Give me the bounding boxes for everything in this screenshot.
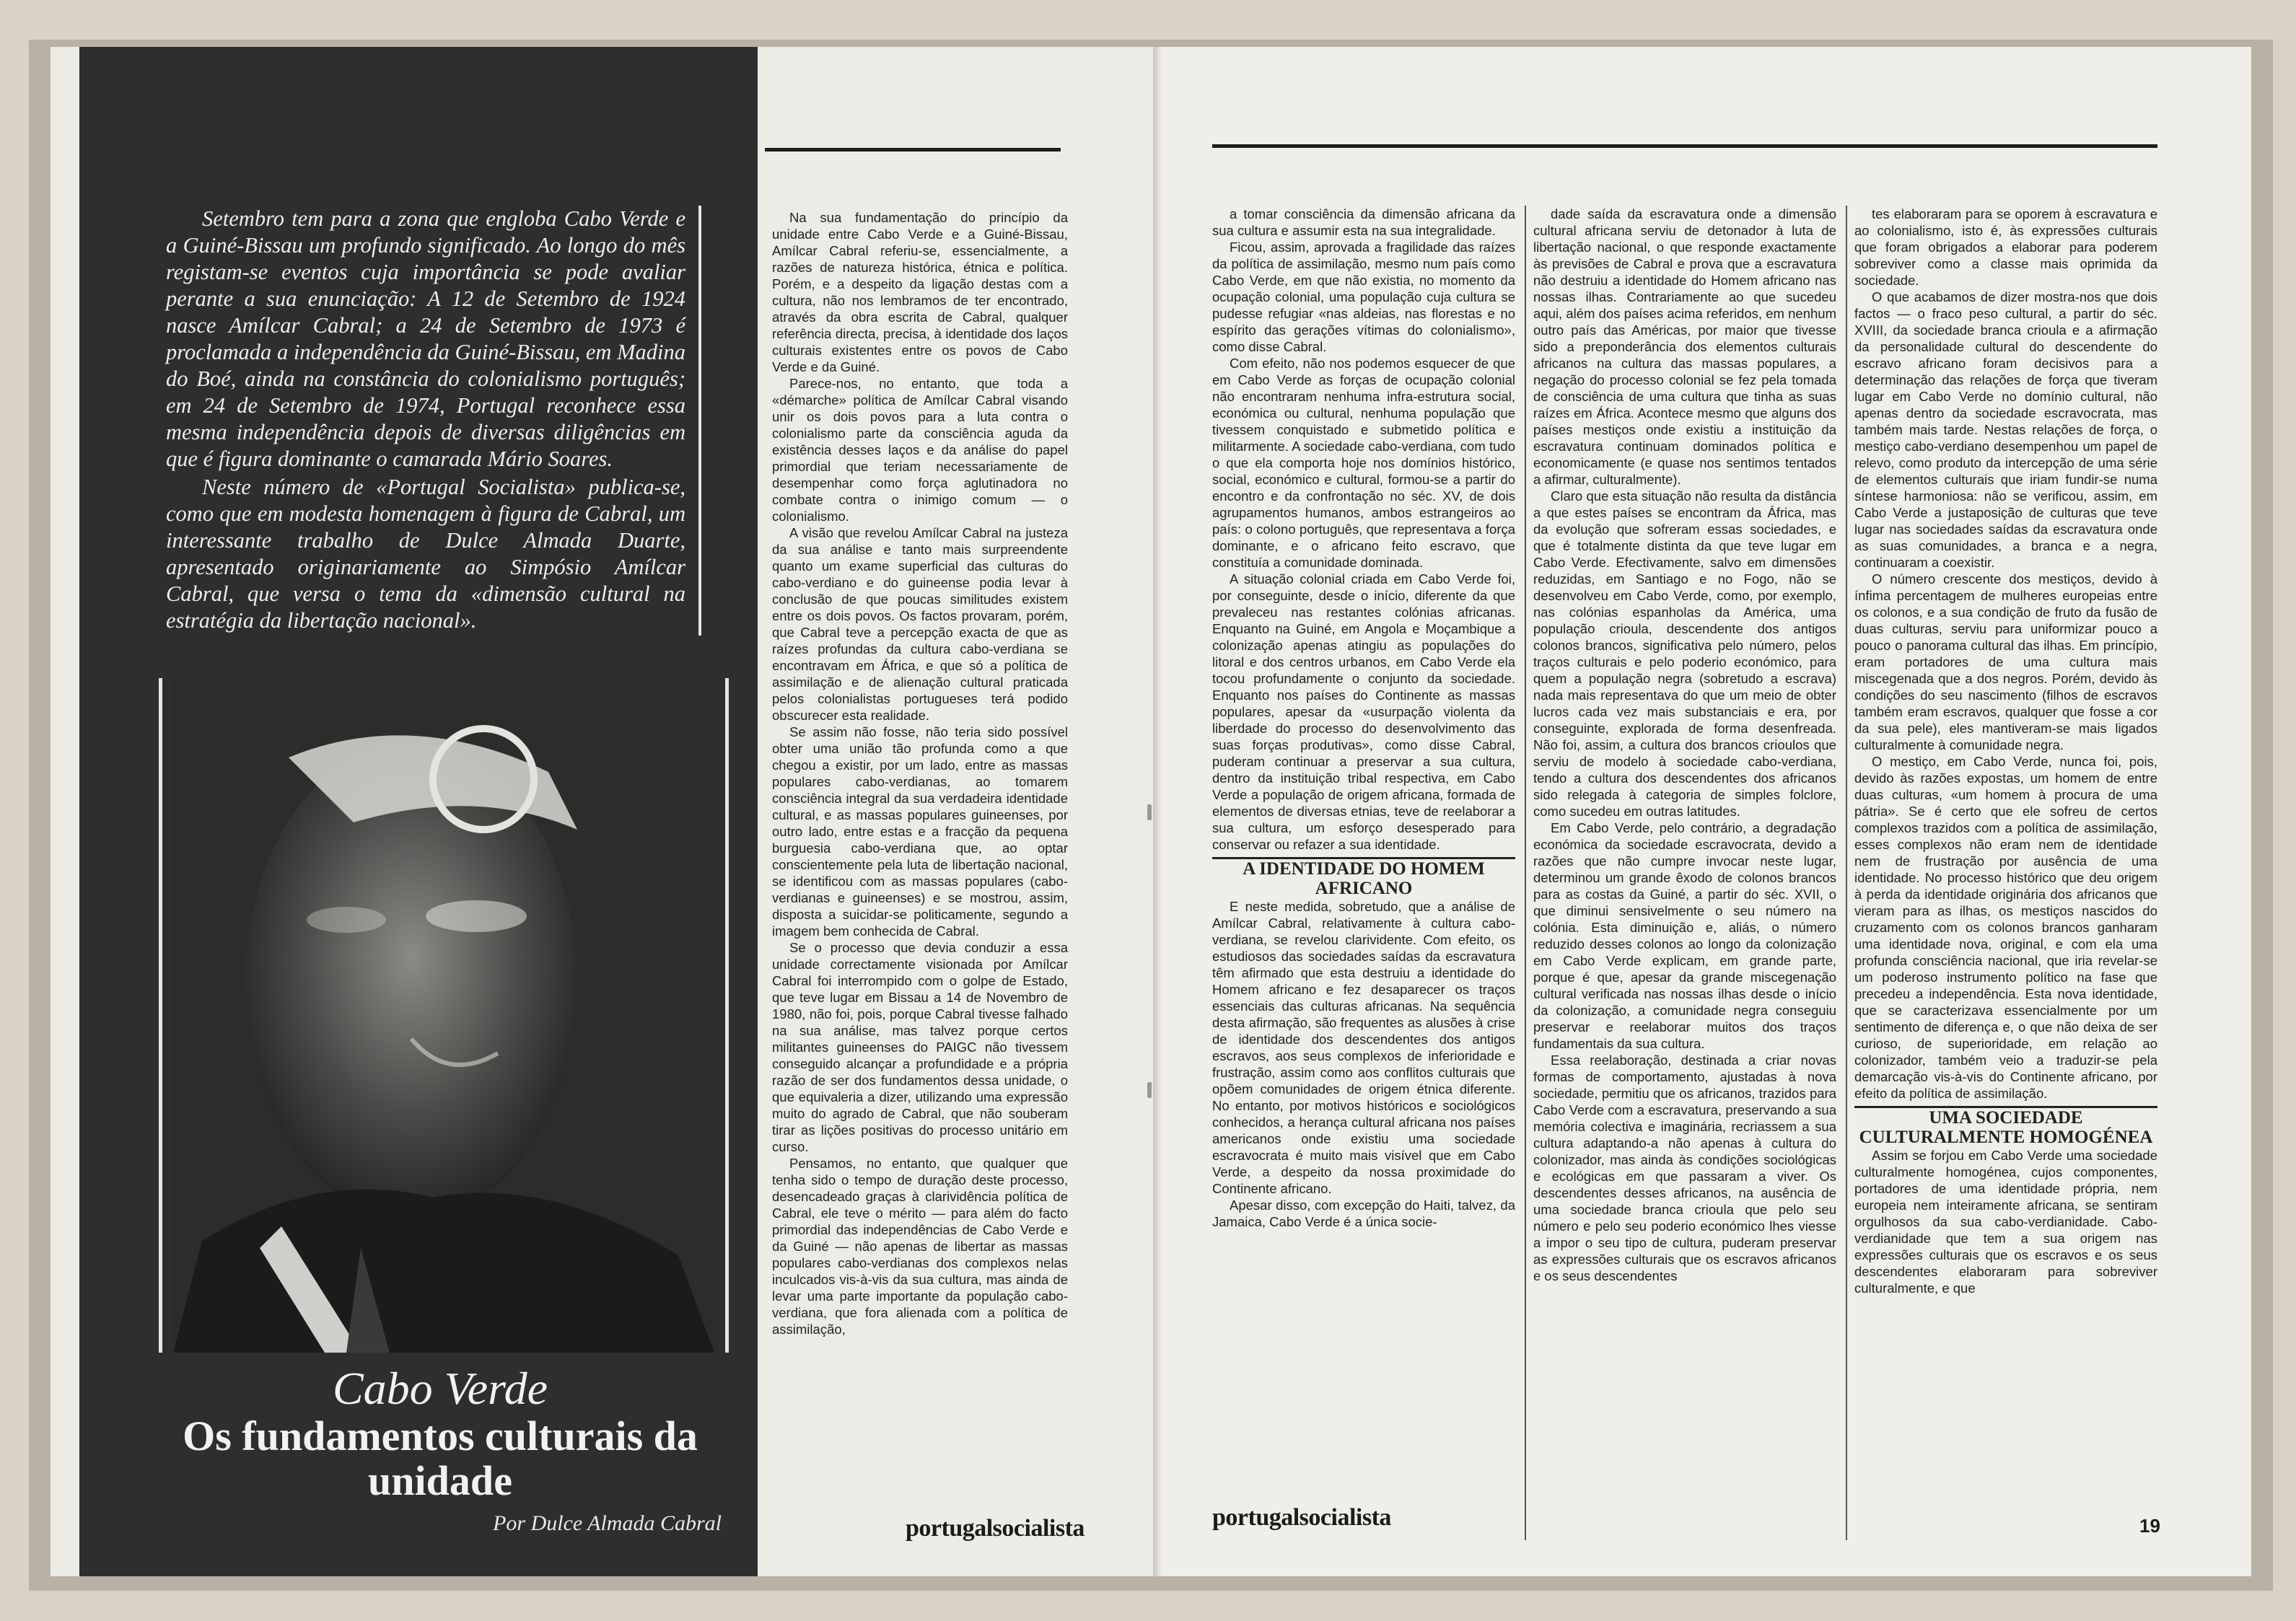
headline-title: Os fundamentos culturais da unidade: [183, 1413, 698, 1504]
portrait-photo: [173, 678, 714, 1353]
paragraph: Apesar disso, com excepção do Haiti, talvez, da Jamaica, Cabo Verde é a única socie-: [1212, 1198, 1515, 1229]
paragraph: Com efeito, não nos podemos esquecer de que em Cabo Verde as forças de ocupação colonial não encontraram nenhuma infra-estrutura social, económica ou cultural, nenhuma população que tivessem conquistado e submetido política e militarmente. A sociedade cabo-verdiana, com tudo o que ela comporta hoje nos domínios histórico, social, económico e cultural, formou-se a partir do encontro e da confrontação no séc. XV, de dois agrupamentos humanos, ambos estrangeiros ao país: o colono português, que representava a força dominante, e o africano feito escravo, que constituía a comunidade dominada.: [1212, 356, 1515, 570]
paragraph: O mestiço, em Cabo Verde, nunca foi, pois, devido às razões expostas, um homem de entre duas culturas, «um homem à procura de uma pátria». Se é certo que ele sofreu de certos complexos trazidos com a política de assimilação, esses complexos não eram nem de identidade nem de frustração por ausência de uma identidade. No processo histórico que deu origem à perda da identidade originária dos africanos que vieram para as ilhas, os mestiços nascidos do cruzamento com os colonos brancos ganharam uma identidade nova, original, e com ela uma profunda consciência nacional, que iria revelar-se um poderoso instrumento político na fase que precedeu a independência. Esta nova identidade, que se caracterizava essencialmente por um sentimento de diferença e, o que não deixa de ser curioso, de superioridade, em relação ao colonizador, também veio a traduzir-se pela demarcação vis-à-vis do Continente africano, por efeito da política de assimilação.: [1854, 754, 2157, 1101]
headline-kicker: Cabo Verde: [332, 1363, 548, 1414]
column-divider: [1525, 206, 1526, 1540]
subhead: A IDENTIDADE DO HOMEM AFRICANO: [1243, 859, 1485, 898]
paragraph: Na sua fundamentação do princípio da unidade entre Cabo Verde e a Guiné-Bissau, Amílcar Cabral referiu-se, essencialmente, a razões de natureza histórica, étnica e política. Porém, e a despeito da ligação destas com a cultura, não nos lembramos de ter encontrado, através da obra escrita de Cabral, qualquer referência directa, precisa, à identidade dos laços culturais existentes entre os povos de Cabo Verde e da Guiné.: [772, 210, 1068, 374]
paragraph: E neste medida, sobretudo, que a análise de Amílcar Cabral, relativamente à cultura cabo-verdiana, se revelou clarividente. Com efeito, os estudiosos das sociedades saídas da escravatura têm afirmado que esta destruiu a identidade do Homem africano e fez desaparecer os traços essenciais das culturas africanas. Na sequência desta afirmação, são frequentes as alusões à crise de identidade dos descendentes dos antigos escravos, aos seus complexos de inferioridade e frustração, assim como aos conflitos culturais que opõem comunidades de origem étnica diferente. No entanto, por motivos históricos e sociológicos conhecidos, a herança cultural africana nos países americanos onde existiu uma sociedade escravocrata é muito mais visível que em Cabo Verde, a despeito da nossa proximidade do Continente africano.: [1212, 899, 1515, 1196]
magazine-logo: portugalsocialista: [1212, 1504, 1391, 1531]
paragraph: O número crescente dos mestiços, devido à ínfima percentagem de mulheres europeias entre os colonos, e a sua condição de fruto da fusão de duas culturas, serviu para uniformizar pouco a pouco o panorama cultural das ilhas. Em princípio, eram portadores de uma cultura mais miscegenada que a dos negros. Porém, devido às condições do seu nascimento (filhos de escravos também eram escravos, qualquer que fosse a cor da sua pele), eles mantiveram-se mais ligados culturalmente à comunidade negra.: [1854, 571, 2157, 752]
article-column-3: [1533, 206, 1836, 1284]
paragraph: Em Cabo Verde, pelo contrário, a degradação económica da sociedade escravocrata, devido a razões que não cumpre invocar neste lugar, determinou um grande êxodo de colonos brancos para as costas da Guiné, a partir do séc. XVII, o que diminui sensivelmente o seu número na colónia. Esta diminuição e, aliás, o número reduzido desses colonos ao longo da colonização em Cabo Verde explicam, em grande parte, porque é que, apesar da grande miscegenação cultural verificada nas nossas ilhas desde o início da colonização, a comunidade negra conseguiu preservar e reelaborar muitos dos traços fundamentais da sua cultura.: [1533, 820, 1836, 1051]
paragraph: a tomar consciência da dimensão africana da sua cultura e assumir esta na sua integralidade.: [1212, 206, 1515, 238]
article-column-1: [772, 209, 1068, 1337]
paragraph: Essa reelaboração, destinada a criar novas formas de comportamento, ajustadas à nova sociedade, permitiu que os africanos, trazidos para Cabo Verde com a escravatura, preservando a sua memória colectiva e imaginária, recriassem a sua cultura adaptando-a não apenas à cultura do colonizador, mas ainda às condições sociológicas e ecológicas em que passaram a viver. Os descendentes desses africanos, na ausência de uma sociedade branca crioula que pelo seu número e pelo seu poderio económico lhes viesse a impor o seu tipo de cultura, puderam preservar as expressões culturais que os escravos africanos e os seus descendentes: [1533, 1053, 1836, 1283]
right-page: [1162, 47, 2251, 1576]
portrait-frame: [159, 678, 729, 1353]
intro-text: [166, 206, 701, 636]
staple: [1147, 804, 1152, 820]
left-page: [51, 47, 1162, 1576]
intro-panel: [79, 47, 758, 1576]
paragraph: Se o processo que devia conduzir a essa unidade correctamente visionada por Amílcar Cabral foi interrompido com o golpe de Estado, que teve lugar em Bissau a 14 de Novembro de 1980, não foi, pois, porque Cabral tivesse falhado na sua análise, mas talvez porque certos militantes guineenses do PAIGC não tivessem conseguido alcançar a profundidade e a própria razão de ser dos fundamentos dessa unidade, o que equivaleria a dizer, utilizando uma expressão muito do agrado de Cabral, que não souberam tirar as lições positivas do processo unitário em curso.: [772, 940, 1068, 1154]
paragraph: A situação colonial criada em Cabo Verde foi, por conseguinte, desde o início, diferente da que prevaleceu nas restantes colónias africanas. Enquanto na Guiné, em Angola e Moçambique a colonização apenas atingiu as populações do litoral e dos centros urbanos, em Cabo Verde ela tocou profundamente o conjunto da sociedade. Enquanto nos países do Continente as massas populares, apesar da «usurpação violenta da liberdade do processo do desenvolvimento das suas forças produtivas», como disse Cabral, puderam continuar a preservar a sua cultura, dentro da instituição tribal respectiva, em Cabo Verde a população de origem africana, formada de elementos de diversas etnias, teve de reelaborar a sua cultura, um esforço desesperado para conservar ou refazer a sua identidade.: [1212, 571, 1515, 852]
paragraph: Parece-nos, no entanto, que toda a «démarche» política de Amílcar Cabral visando unir os dois povos para a luta contra o colonialismo parte da consciência aguda da existência desses laços e da análise do papel primordial que teriam necessariamente de desempenhar como força aglutinadora no combate contra o inimigo comum — o colonialismo.: [772, 376, 1068, 524]
paragraph: Assim se forjou em Cabo Verde uma sociedade culturalmente homogénea, cujos componentes, portadores de uma identidade própria, nem europeia nem inteiramente africana, se sentiram orgulhosos da sua cabo-verdianidade. Cabo-verdianidade que tem a sua origem nas expressões culturais que os escravos e os seus descendentes elaboraram para sobreviver culturalmente, e que: [1854, 1148, 2157, 1296]
paragraph: A visão que revelou Amílcar Cabral na justeza da sua análise e tanto mais surpreendente quanto um exame superficial das culturas do cabo-verdiano e do guineense podia levar à conclusão de que poucas similitudes existem entre os dois povos. Os factos provaram, porém, que Cabral teve a percepção exacta de que as raízes profundas da cultura cabo-verdiana se encontravam em África, e que só a política de assimilação e de alienação cultural praticada pelos colonialistas portugueses terá podido obscurecer esta realidade.: [772, 525, 1068, 723]
page-number: 19: [2139, 1515, 2160, 1537]
subhead: UMA SOCIEDADE CULTURALMENTE HOMOGÉNEA: [1859, 1108, 2153, 1147]
page-top-rule: [1212, 144, 2157, 148]
staple: [1147, 1082, 1152, 1098]
column-top-rule: [765, 148, 1061, 151]
intro-paragraph: Setembro tem para a zona que engloba Cabo Verde e a Guiné-Bissau um profundo significado. Ao longo do mês registam-se eventos cuja importância se pode avaliar perante a sua enunciação: A 12 de Setembro de 1924 nasce Amílcar Cabral; a 24 de Setembro de 1973 é proclamada a independência da Guiné-Bissau, em Madina do Boé, ainda na constância do colonialismo português; em 24 de Setembro de 1974, Portugal reconhece essa mesma independência depois de diversas diligências em que é figura dominante o camarada Mário Soares.: [166, 206, 685, 471]
magazine-logo: portugalsocialista: [906, 1515, 1085, 1542]
paragraph: O que acabamos de dizer mostra-nos que dois factos — o fraco peso cultural, a partir do séc. XVIII, da sociedade branca crioula e a afirmação da personalidade cultural do descendente do escravo africano foram decisivos para a determinação das relações de força que tiveram lugar em Cabo Verde no domínio cultural, não apenas dentro da sociedade escravocrata, mas também mais tarde. Nestas relações de força, o mestiço cabo-verdiano desempenhou um papel de relevo, como produto da intercepção de uma série de elementos culturais que iriam fundir-se numa síntese harmoniosa: não se verificou, assim, em Cabo Verde a justaposição de culturas que teve lugar nas sociedades saídas da escravatura onde as suas comunidades, a branca e a negra, continuaram a coexistir.: [1854, 289, 2157, 570]
paragraph: Claro que esta situação não resulta da distância a que estes países se encontram da África, mas da evolução que sofreram essas sociedades, e que é totalmente distinta da que teve lugar em Cabo Verde. Efectivamente, salvo em dimensões reduzidas, em Santiago e no Fogo, não se desenvolveu em Cabo Verde, como, por exemplo, nas colónias espanholas da América, uma população crioula, descendente dos antigos colonos brancos, significativa pelo número, pelos traços culturais e pelo poderio económico, para quem a população negra (sobretudo a escrava) nada mais representava do que um meio de obter lucros cada vez mais substanciais e era, por conseguinte, explorada de forma desenfreada. Não foi, assim, a cultura dos brancos crioulos que serviu de modelo à sociedade cabo-verdiana, tendo a cultura dos descendentes dos africanos sido relegada à categoria de simples folclore, como sucedeu em outras latitudes.: [1533, 488, 1836, 819]
column-divider: [1846, 206, 1847, 1540]
article-column-2: [1212, 206, 1515, 1230]
paragraph: dade saída da escravatura onde a dimensão cultural africana serviu de detonador à luta de libertação nacional, o que responde exactamente às previsões de Cabral e prova que a escravatura não destruiu a identidade do Homem africano nas nossas ilhas. Contrariamente ao que sucedeu aqui, além dos países acima referidos, em nenhum outro país das Américas, por maior que tivesse sido a preponderância dos elementos culturais africanos na cultura das massas populares, a negação do processo colonial se fez pela tomada de consciência de uma cultura que tinha as suas raízes em África. Acontece mesmo que alguns dos países mestiços onde existiu a instituição da escravatura continuam dominados política e economicamente (e quase nos sentimos tentados a afirmar, culturalmente).: [1533, 206, 1836, 487]
paragraph: Ficou, assim, aprovada a fragilidade das raízes da política de assimilação, mesmo num país como Cabo Verde, em que não existia, no momento da ocupação colonial, uma população cuja cultura se pudesse refugiar «nas aldeias, nas florestas e no espírito das gerações vítimas do colonialismo», como disse Cabral.: [1212, 240, 1515, 354]
paragraph: Se assim não fosse, não teria sido possível obter uma união tão profunda como a que chegou a existir, por um lado, entre as massas populares cabo-verdianas, ao tomarem consciência integral da sua verdadeira identidade cultural, e as massas populares guineenses, por outro lado, entre estas e a fracção da pequena burguesia cabo-verdiana que, ao optar conscientemente pela luta de libertação nacional, se identificou com as massas populares (cabo-verdianas e guineenses) e se mostrou, assim, disposta a suicidar-se politicamente, segundo a imagem bem conhecida de Cabral.: [772, 724, 1068, 939]
intro-paragraph: Neste número de «Portugal Socialista» publica-se, como que em modesta homenagem à figura de Cabral, um interessante trabalho de Dulce Almada Duarte, apresentado originariamente ao Simpósio Amílcar Cabral, que versa o tema da «dimensão cultural na estratégia da libertação nacional».: [166, 475, 685, 633]
headline: [159, 1363, 722, 1503]
byline: Por Dulce Almada Cabral: [493, 1511, 722, 1535]
portrait-illustration: [173, 678, 714, 1353]
article-column-4: [1854, 206, 2157, 1296]
paragraph: tes elaboraram para se oporem à escravatura e ao colonialismo, isto é, às expressões culturais que foram obrigados a elaborar para poderem sobreviver como a classe mais oprimida da sociedade.: [1854, 206, 2157, 288]
paragraph: Pensamos, no entanto, que qualquer que tenha sido o tempo de duração deste processo, desencadeado graças à clarividência política de Cabral, ele teve o mérito — para além do facto primordial das independências de Cabo Verde e da Guiné — não apenas de libertar as massas populares cabo-verdianas dos complexos nelas inculcados vis-à-vis da sua cultura, mas ainda de levar uma parte importante da população cabo-verdiana, que fora alienada com a política de assimilação,: [772, 1156, 1068, 1337]
